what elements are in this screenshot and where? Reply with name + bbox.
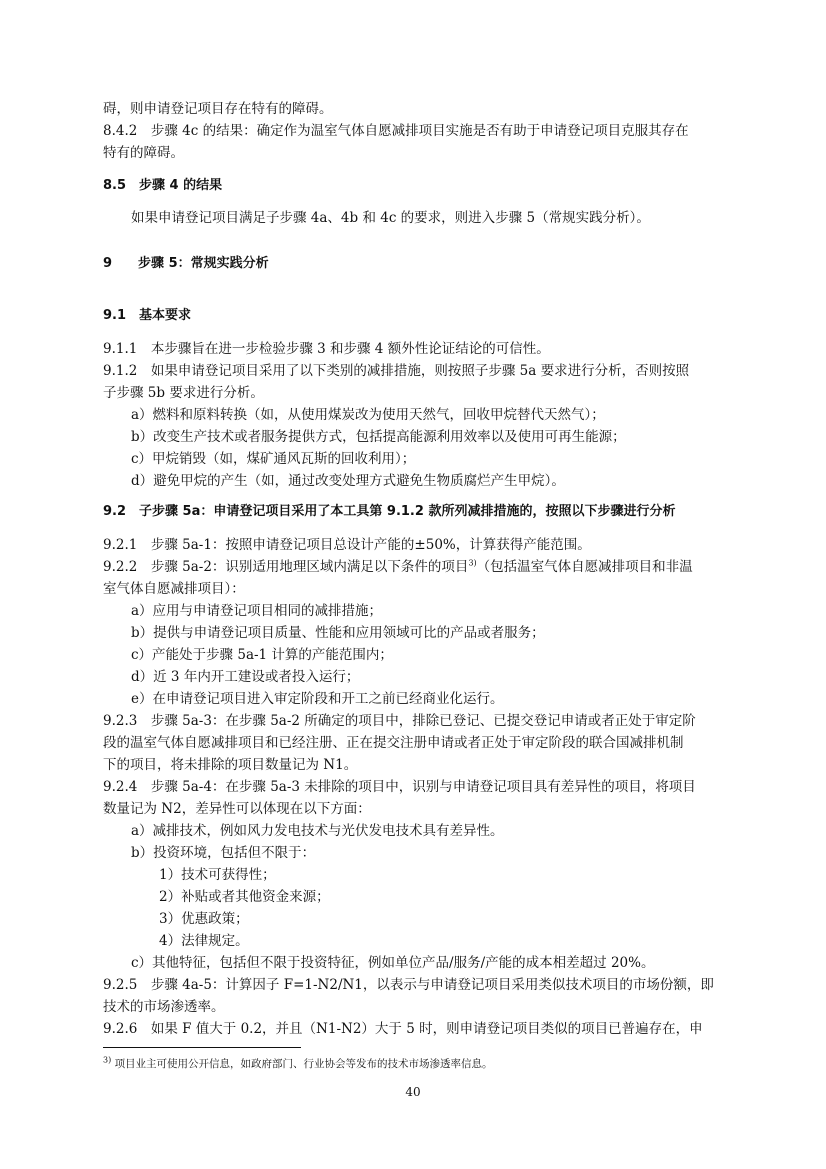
footnote-marker: 3) — [103, 1055, 112, 1065]
page-number: 40 — [405, 1085, 421, 1099]
section-heading: 9 步骤 5：常规实践分析 — [103, 256, 269, 271]
text-line: 数量记为 N2，差异性可以体现在以下方面： — [103, 801, 371, 817]
text-line — [103, 557, 693, 577]
text-line: 特有的障碍。 — [103, 145, 184, 161]
text-line: 碍，则申请登记项目存在特有的障碍。 — [103, 101, 333, 117]
list-item: b）投资环境，包括但不限于： — [131, 845, 316, 861]
sub-list-item: 1）技术可获得性； — [159, 867, 276, 883]
section-heading: 9.1 基本要求 — [103, 308, 192, 323]
text-line: 室气体自愿减排项目）： — [103, 581, 245, 597]
sub-list-item: 4）法律规定。 — [159, 933, 249, 949]
text-segment: 9.2.2 步骤 5a-2：识别适用地理区域内满足以下条件的项目 — [103, 559, 469, 575]
text-line: 段的温室气体自愿减排项目和已经注册、正在提交注册申请或者正处于审定阶段的联合国减排机制 — [103, 735, 684, 751]
footnote — [103, 1057, 493, 1071]
text-line: 9.1.1 本步骤旨在进一步检验步骤 3 和步骤 4 额外性论证结论的可信性。 — [103, 341, 550, 357]
list-item: c）甲烷销毁（如，煤矿通风瓦斯的回收利用）； — [131, 451, 416, 467]
list-item: c）产能处于步骤 5a-1 计算的产能范围内； — [131, 647, 393, 663]
list-item: b）改变生产技术或者服务提供方式，包括提高能源利用效率以及使用可再生能源； — [131, 429, 626, 445]
list-item: a）应用与申请登记项目相同的减排措施； — [131, 603, 383, 619]
text-line: 9.2.5 步骤 4a-5：计算因子 F=1-N2/N1，以表示与申请登记项目采用类似技术项目的市场份额，即 — [103, 977, 714, 993]
text-line: 9.2.4 步骤 5a-4：在步骤 5a-3 未排除的项目中，识别与申请登记项目具有差异性的项目，将项目 — [103, 779, 696, 795]
text-line: 技术的市场渗透率。 — [103, 999, 225, 1015]
text-line: 9.2.1 步骤 5a-1：按照申请登记项目总设计产能的±50%，计算获得产能范围。 — [103, 537, 591, 553]
list-item: e）在申请登记项目进入审定阶段和开工之前已经商业化运行。 — [131, 691, 504, 707]
footnote-ref: 3) — [468, 558, 477, 568]
text-line: 子步骤 5b 要求进行分析。 — [103, 385, 264, 401]
list-item: c）其他特征，包括但不限于投资特征，例如单位产品/服务/产能的成本相差超过 20%。 — [131, 955, 655, 971]
list-item: a）减排技术，例如风力发电技术与光伏发电技术具有差异性。 — [131, 823, 504, 839]
section-heading: 8.5 步骤 4 的结果 — [103, 178, 223, 193]
text-line: 如果申请登记项目满足子步骤 4a、4b 和 4c 的要求，则进入步骤 5（常规实践分析）。 — [131, 210, 650, 226]
text-line: 8.4.2 步骤 4c 的结果：确定作为温室气体自愿减排项目实施是否有助于申请登记项目克服其存在 — [103, 123, 689, 139]
text-line: 9.2.3 步骤 5a-3：在步骤 5a-2 所确定的项目中，排除已登记、已提交登记申请或者正处于审定阶 — [103, 713, 696, 729]
text-segment: （包括温室气体自愿减排项目和非温 — [476, 559, 693, 575]
list-item: d）避免甲烷的产生（如，通过改变处理方式避免生物质腐烂产生甲烷）。 — [131, 473, 565, 489]
footnote-divider — [103, 1047, 301, 1048]
text-line: 下的项目，将未排除的项目数量记为 N1。 — [103, 757, 358, 773]
list-item: b）提供与申请登记项目质量、性能和应用领域可比的产品或者服务； — [131, 625, 545, 641]
list-item: d）近 3 年内开工建设或者投入运行； — [131, 669, 360, 685]
footnote-text: 项目业主可使用公开信息，如政府部门、行业协会等发布的技术市场渗透率信息。 — [114, 1058, 493, 1070]
sub-list-item: 2）补贴或者其他资金来源； — [159, 889, 330, 905]
list-item: a）燃料和原料转换（如，从使用煤炭改为使用天然气，回收甲烷替代天然气）； — [131, 407, 605, 423]
sub-list-item: 3）优惠政策； — [159, 911, 249, 927]
text-line: 9.2.6 如果 F 值大于 0.2，并且（N1-N2）大于 5 时，则申请登记项目类似的项目已普遍存在，申 — [103, 1021, 703, 1037]
section-heading: 9.2 子步骤 5a：申请登记项目采用了本工具第 9.1.2 款所列减排措施的，按照以下步骤进行分析 — [103, 504, 676, 519]
text-line: 9.1.2 如果申请登记项目采用了以下类别的减排措施，则按照子步骤 5a 要求进行分析，否则按照 — [103, 363, 690, 379]
